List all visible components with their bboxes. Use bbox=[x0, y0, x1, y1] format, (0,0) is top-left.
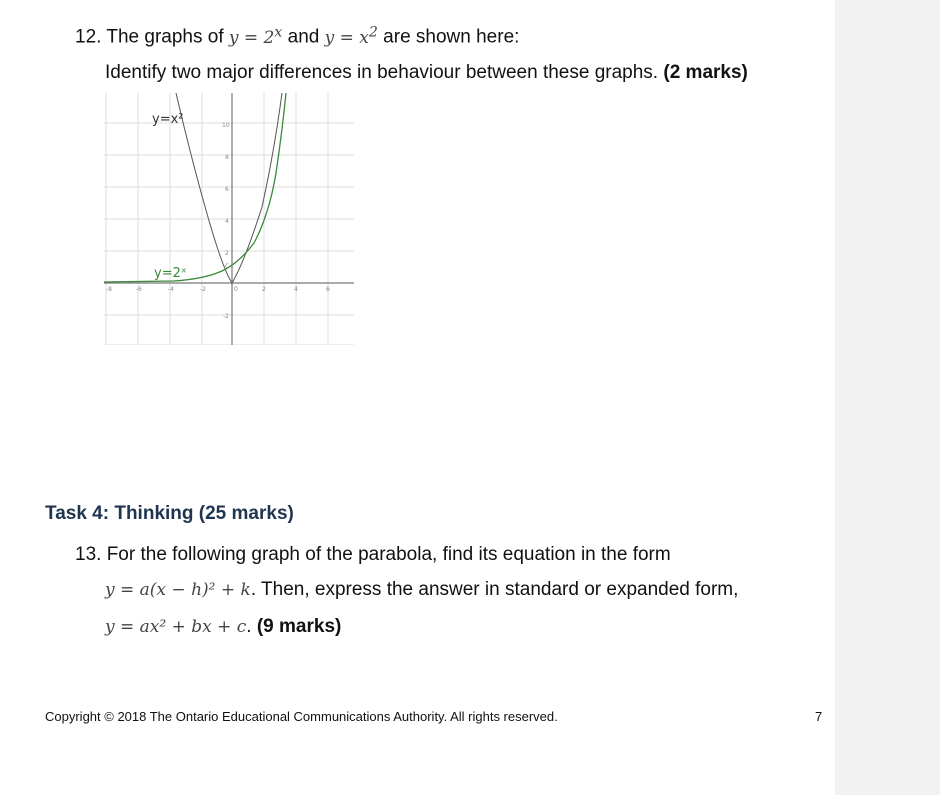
conjunction: and bbox=[287, 26, 320, 48]
marks-label: (9 marks) bbox=[256, 616, 342, 637]
question-text: The graphs of bbox=[106, 26, 224, 48]
page-margin bbox=[835, 0, 940, 795]
x-tick: -2 bbox=[200, 286, 206, 293]
question-text-end: are shown here: bbox=[383, 26, 520, 48]
x-tick: -4 bbox=[168, 286, 174, 293]
graph-label-c: C bbox=[225, 263, 230, 270]
question-text: . Then, express the answer in standard or expanded form, bbox=[250, 579, 739, 600]
period: . bbox=[246, 616, 252, 637]
question-12-prompt bbox=[105, 62, 748, 84]
x-tick: 4 bbox=[294, 286, 298, 293]
standard-form-equation: y = ax² + bx + c bbox=[105, 617, 247, 637]
x-tick: 0 bbox=[234, 286, 238, 293]
y-tick: 4 bbox=[225, 218, 229, 225]
question-number: 13. bbox=[75, 544, 102, 565]
x-tick: -6 bbox=[136, 286, 142, 293]
copyright-footer: Copyright © 2018 The Ontario Educational Communications Authority. All rights reserved. bbox=[45, 709, 558, 724]
x-tick: -8 bbox=[106, 286, 112, 293]
y-tick: 10 bbox=[222, 122, 230, 129]
y-tick: 6 bbox=[225, 186, 229, 193]
annotation-x-squared: y=x² bbox=[152, 112, 184, 127]
y-tick: 2 bbox=[225, 250, 229, 257]
annotation-2-to-x: y=2ˣ bbox=[154, 266, 187, 281]
y-tick: 8 bbox=[225, 154, 229, 161]
grid bbox=[104, 93, 354, 345]
vertex-form-equation: y = a(x − h)² + k bbox=[105, 580, 251, 600]
marks-label: (2 marks) bbox=[663, 62, 748, 83]
function-graph bbox=[104, 93, 354, 345]
x-tick: 2 bbox=[262, 286, 266, 293]
question-number: 12. bbox=[75, 26, 102, 48]
task-4-heading: Task 4: Thinking (25 marks) bbox=[45, 503, 294, 524]
question-13-line2 bbox=[105, 579, 738, 601]
equation-exponential: $y = 2^x$ bbox=[228, 24, 283, 48]
question-12-heading bbox=[75, 24, 519, 49]
y-tick: -2 bbox=[223, 313, 229, 320]
question-13-line1 bbox=[75, 544, 671, 566]
equation-quadratic: $y = x^2$ bbox=[324, 24, 378, 48]
question-13-line3 bbox=[105, 616, 341, 638]
page-number: 7 bbox=[815, 709, 823, 724]
question-text: For the following graph of the parabola, find its equation in the form bbox=[106, 544, 671, 565]
x-tick: 6 bbox=[326, 286, 330, 293]
prompt-text: Identify two major differences in behaviour between these graphs. bbox=[105, 62, 659, 83]
